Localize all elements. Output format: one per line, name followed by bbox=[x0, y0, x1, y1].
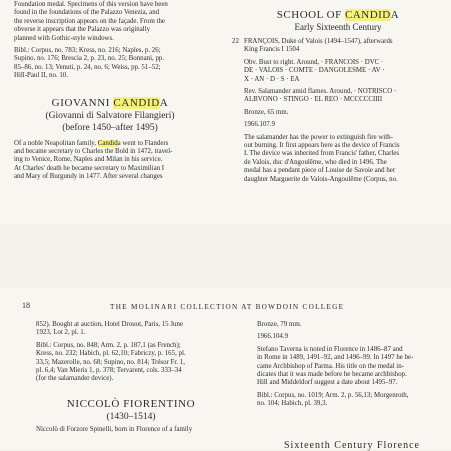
artist-alias: (Giovanni di Salvatore Filangieri) bbox=[45, 110, 175, 121]
material: Bronze, 65 mm. bbox=[244, 108, 289, 116]
search-highlight: CANDID bbox=[344, 9, 391, 21]
accession-number-2: 1966.104.9 bbox=[257, 333, 289, 341]
search-highlight: Candid bbox=[97, 139, 118, 147]
school-century: Early Sixteenth Century bbox=[294, 22, 382, 32]
artist2-heading: NICCOLÒ FIORENTINO bbox=[66, 397, 196, 410]
catalog-entry: 22 FRANÇOIS, Duke of Valois (1494–1547), afterwards King Francis I 1504 Obv. Bust to right. Around, · FRANCOIS · DVC · DE · VALOIS · COMTE · DANGOLESME · AV · X · AN · D · S · EA Rev. Salamander amid flames. Around, · NOTRISCO · ALBVONO · STINGO · EL REO · MCCCCCIIII Bronze, 65 mm. 1966.107.9 The salamander has the power to extinguish fire with- out burning. It first appears here as the device of Francis I. The device was inherited from Francis' father, Charles de Valois, duc d'Angoulême, who died in 1496. The medal has a pendant piece of Louise de Savoie and her daughter Marguerite de Valois-Angoulême (Corpus, no. bbox=[244, 38, 442, 184]
accession-number: 1966.107.9 bbox=[244, 121, 276, 129]
artist2-bio: Niccolò di Forzore Spinelli, born in Florence of a family bbox=[36, 425, 193, 433]
running-head: THE MOLINARI COLLECTION AT BOWDOIN COLLEGE bbox=[110, 303, 345, 311]
foundation-text: Foundation medal. Specimens of this version have been found in the foundations of the Palazzo Venezia, and the reverse inscription appears on the façade. From the obverse it appears that the Palazzo was originally planned with Gothic-style windows. bbox=[14, 1, 168, 42]
artist-bio: Of a noble Neapolitan family, Candida went to Flanders and became secretary to Charles the Bold in 1472, travel- ing to Venice, Rome, Naples and Milan in his service. At Charles' death he became secretary to Maximilian I and Mary of Burgundy in 1477. After several changes bbox=[14, 139, 173, 181]
page-number: 18 bbox=[22, 301, 30, 310]
artist-heading: GIOVANNI CANDIDA bbox=[51, 96, 169, 109]
school-heading: SCHOOL OF CANDIDA bbox=[276, 9, 400, 21]
right-column-top bbox=[234, 9, 442, 184]
material-2: Bronze, 79 mm. bbox=[257, 321, 302, 328]
artist2-dates: (1430–1514) bbox=[106, 411, 156, 422]
left-column-top bbox=[14, 1, 206, 182]
entry-number: 22 bbox=[232, 38, 239, 45]
bibliography-top: Bibl.: Corpus, no. 783; Kress, no. 216; Naples, p. 26; Supino, no. 176; Brescia 2, p. 23, no. 25; Bonnani, pp. 85–86, no. 13; Venuti, p. 24, no. 6; Weiss, pp. 51–52; Hill-Paul II, no. 10. bbox=[14, 47, 165, 80]
left-column-bottom: 852). Bought at auction, Hotel Drouot, Paris, 15 June 1923, Lot 2, pl. 1. Bibl.: Corpus, no. 848; Arm. 2, p. 187,1 (as French); Kress, no. 232; Habich, pl. 62,10; Fabriczy, p. 165, pl. 33,5; Mazerolle, no. 68; Supino, no. 814; Trésor Fr. 1, pl. 6,4; Van Mieris 1, p. 378; Tervarent, cols. 333–34 (for the salamander device). NICCOLÒ FIORENTINO (1430–1514) Niccolò di Forzore Spinelli, born in Florence of a family bbox=[36, 321, 226, 434]
artist-dates: (before 1450–after 1495) bbox=[62, 122, 158, 133]
right-column-bottom: Bronze, 79 mm. 1966.104.9 Stefano Taverna is noted in Florence in 1486–87 and in Rome in 1489, 1491–92, and 1496–99. In 1497 he be- came Archbishop of Parma. His title on the medal in- dicates that it was made before he became archbishop. Hill and Middeldorf suggest a date about 1495–97. Bibl.: Corpus, no. 1019; Arm. 2, p. 56,13; Morgenroth, no. 104; Habich, pl. 39,3. bbox=[257, 321, 447, 409]
section-heading-bottom: Sixteenth Century Florence bbox=[284, 440, 420, 451]
search-highlight: CANDID bbox=[113, 96, 160, 109]
